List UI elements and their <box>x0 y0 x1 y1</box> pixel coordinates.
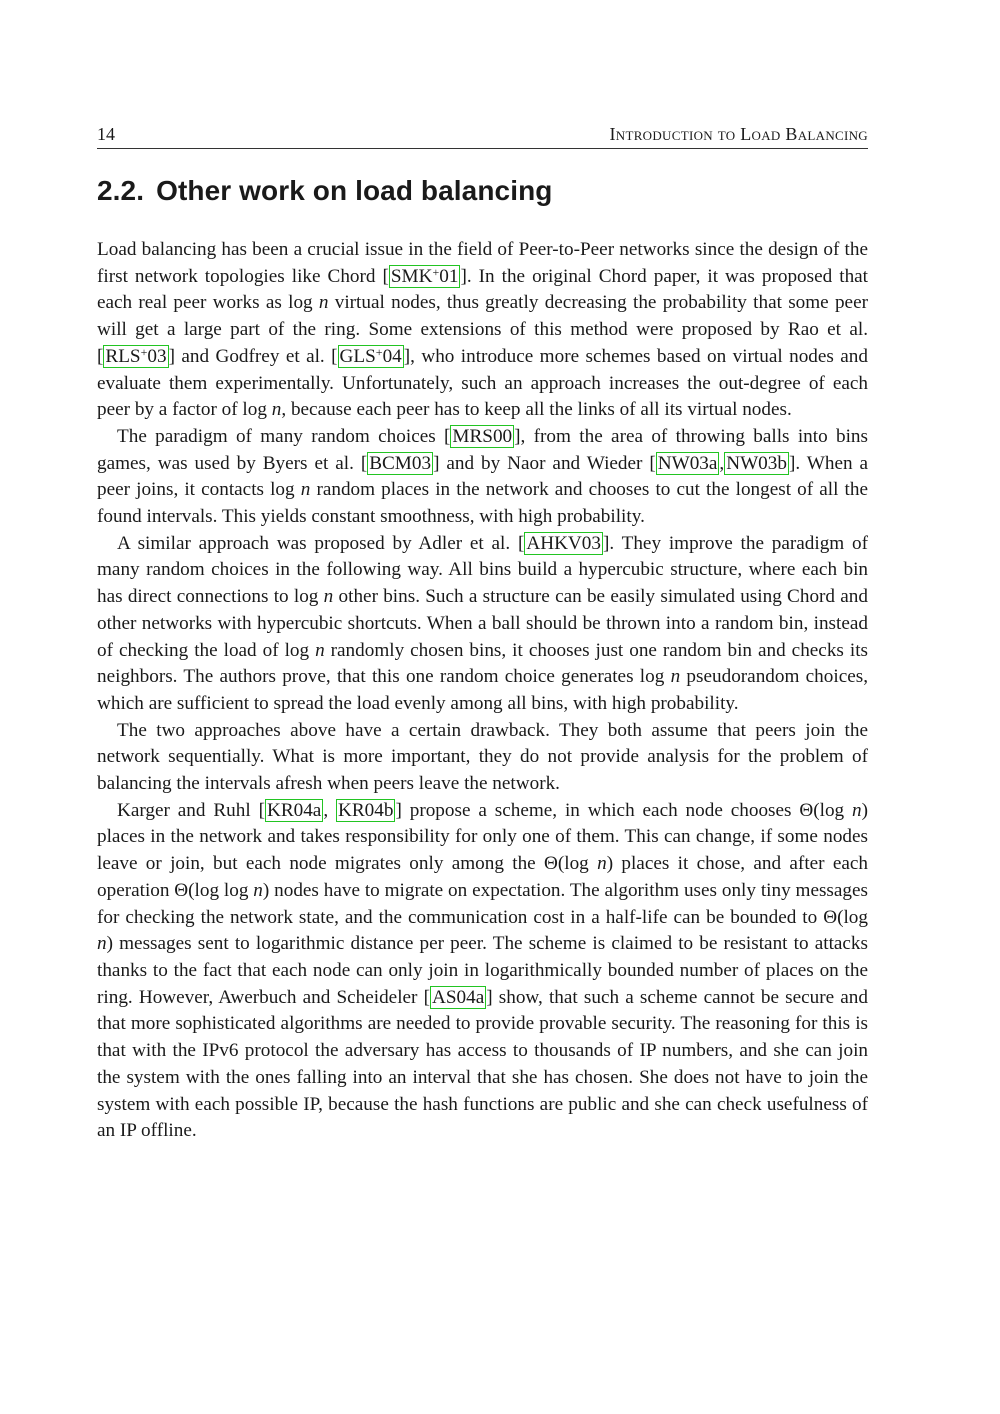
text-run: and Godfrey et al. <box>174 345 332 367</box>
text-run: propose a scheme, in which each node chooses Θ(log <box>401 799 853 821</box>
text-run: randomly chosen bins, it chooses just one random bin and checks its neighbors. The authors prove, that this one random choice generates log <box>97 639 868 688</box>
citation-kr04a[interactable]: KR04a <box>266 799 322 821</box>
citation-mrs00[interactable]: MRS00 <box>452 425 513 447</box>
citation-bcm03[interactable]: BCM03 <box>369 452 432 474</box>
citation-separator: , <box>323 799 337 821</box>
text-run: ) places in the network and takes responsibility for only one of them. This can change, if some nodes leave or join, but each node migrates only among the Θ(log <box>97 799 868 875</box>
math-var-n: n <box>271 399 282 421</box>
section-heading <box>97 175 868 207</box>
math-var-n: n <box>315 639 325 661</box>
running-header <box>97 124 868 149</box>
citation-text: SMK <box>390 265 433 287</box>
text-run: The two approaches above have a certain drawback. They both assume that peers join the network sequentially. What is more important, they do not provide analysis for the problem of balancing the intervals afresh when peers leave the network. <box>97 719 868 795</box>
math-var-n: n <box>852 799 862 821</box>
citation-rls03[interactable] <box>103 345 168 368</box>
text-run: virtual nodes, thus greatly decreasing the probability that some peer will get a large part of the ring. Some extensions of this method were proposed by Rao et al. <box>97 292 868 341</box>
paragraph-2: The paradigm of many random choices [ MRS00 ], from the area of throwing balls into bins games, was used by Byers et al. [ BCM03 ] and by Naor and Wieder [ NW03a , NW03b ]. When a peer joins, it contacts log n random places in the network and chooses to cut the longest of all the found intervals. This yields constant smoothness, with high probability. <box>97 425 869 528</box>
citation-year: 04 <box>382 345 402 367</box>
citation-smk01[interactable] <box>389 265 461 288</box>
citation-separator: , <box>719 452 725 474</box>
citation-nw03a[interactable]: NW03a <box>657 452 718 474</box>
text-run: , who introduce more schemes based on virtual nodes and evaluate them experimentally. Unfortunately, such an approach increases the out-degree of each peer by a factor of log <box>97 345 868 421</box>
text-run: , because each peer has to keep all the links of all its virtual nodes. <box>281 399 792 421</box>
text-run: pseudorandom choices, which are sufficient to spread the load evenly among all bins, with high probability. <box>97 666 868 714</box>
math-var-n: n <box>300 479 311 501</box>
citation-year: 01 <box>439 265 459 287</box>
running-title: Introduction to Load Balancing <box>609 124 868 144</box>
text-run: . They improve the paradigm of many random choices in the following way. All bins build a hypercubic structure, where each bin has direct connections to log <box>97 532 869 608</box>
text-run: A similar approach was proposed by Adler et al. <box>117 532 518 554</box>
text-run: Load balancing has been a crucial issue in the field of Peer-to-Peer networks since the design of the first network topologies like Chord <box>97 239 868 287</box>
text-run: show, that such a scheme cannot be secure and that more sophisticated algorithms are needed to provide provable security. The reasoning for this is that with the IPv6 protocol the adversary has access to thousands of IP numbers, and she can join the system with the ones falling into an interval that she has chosen. She does not have to join the system with each possible IP, because the hash functions are public and she can check usefulness of an IP offline. <box>97 986 868 1142</box>
text-run: The paradigm of many random choices <box>117 425 445 447</box>
text-run: ) nodes have to migrate on expectation. The algorithm uses only tiny messages for checking the network state, and the communication cost in a half-life can be bounded to Θ(log <box>97 879 868 928</box>
math-var-n: n <box>97 933 107 955</box>
text-run: Karger and Ruhl <box>117 799 259 821</box>
citation-kr04b[interactable]: KR04b <box>338 799 394 821</box>
text-run: . When a peer joins, it contacts log <box>97 452 869 501</box>
section-number: 2.2. <box>97 175 145 206</box>
page <box>97 124 868 1145</box>
text-run: ) places it chose, and after each operation Θ(log log <box>97 853 869 901</box>
citation-nw03b[interactable]: NW03b <box>726 452 787 474</box>
math-var-n: n <box>597 853 607 875</box>
citation-as04a[interactable]: AS04a <box>431 986 485 1008</box>
text-run: other bins. Such a structure can be easily simulated using Chord and other networks with hypercubic shortcuts. When a ball should be thrown into a random bin, instead of checking the load of log <box>97 586 868 661</box>
citation-sup: + <box>432 264 440 279</box>
paragraph-5: Karger and Ruhl [ KR04a , KR04b ] propose a scheme, in which each node chooses Θ(log n) places in the network and takes responsibility for only one of them. This can change, if some nodes leave or join, but each node migrates only among the Θ(log n) places it chose, and after each operation Θ(log log n) nodes have to migrate on expectation. The algorithm uses only tiny messages for checking the network state, and the communication cost in a half-life can be bounded to Θ(log n) messages sent to logarithmic distance per peer. The scheme is claimed to be resistant to attacks thanks to the fact that each node can only join in logarithmically bounded number of places on the ring. However, Awerbuch and Scheideler [ AS04a ] show, that such a scheme cannot be secure and that more sophisticated algorithms are needed to provide provable security. The reasoning for this is that with the IPv6 protocol the adversary has access to thousands of IP numbers, and she can join the system with the ones falling into an interval that she has chosen. She does not have to join the system with each possible IP, because the hash functions are public and she can check usefulness of an IP offline. <box>97 799 869 1142</box>
paragraph-1: Load balancing has been a crucial issue in the field of Peer-to-Peer networks since the design of the first network topologies like Chord [ SMK+01 ]. In the original Chord paper, it was proposed that each real peer works as log n virtual nodes, thus greatly decreasing the probability that some peer will get a large part of the ring. Some extensions of this method were proposed by Rao et al. [ RLS+03 ] and Godfrey et al. [ GLS+04 ], who introduce more schemes based on virtual nodes and evaluate them experimentally. Unfortunately, such an approach increases the out-degree of each peer by a factor of log n, because each peer has to keep all the links of all its virtual nodes. <box>97 239 869 421</box>
math-var-n: n <box>323 586 334 608</box>
citation-gls04[interactable] <box>338 345 404 368</box>
text-run: ) messages sent to logarithmic distance per peer. The scheme is claimed to be resistant to attacks thanks to the fact that each node can only join in logarithmically bounded number of places on the ring. However, Awerbuch and Scheideler <box>97 933 868 1008</box>
text-run: random places in the network and chooses to cut the longest of all the found intervals. This yields constant smoothness, with high probability. <box>97 479 868 528</box>
text-run: and by Naor and Wieder <box>439 452 650 474</box>
citation-sup: + <box>375 344 383 359</box>
citation-ahkv03[interactable]: AHKV03 <box>526 532 601 554</box>
citation-sup: + <box>140 344 148 359</box>
text-run: , from the area of throwing balls into bins games, was used by Byers et al. <box>97 425 868 474</box>
citation-text: GLS <box>339 345 376 367</box>
text-run: . In the original Chord paper, it was proposed that each real peer works as log <box>97 265 869 314</box>
math-var-n: n <box>253 879 263 901</box>
math-var-n: n <box>670 666 681 688</box>
page-number: 14 <box>97 124 115 144</box>
section-title: Other work on load balancing <box>156 175 553 206</box>
math-var-n: n <box>318 292 329 314</box>
citation-text: RLS <box>105 345 141 367</box>
citation-year: 03 <box>147 345 167 367</box>
paragraph-4 <box>97 718 868 798</box>
paragraph-3: A similar approach was proposed by Adler et al. [ AHKV03 ]. They improve the paradigm of many random choices in the following way. All bins build a hypercubic structure, where each bin has direct connections to log n other bins. Such a structure can be easily simulated using Chord and other networks with hypercubic shortcuts. When a ball should be thrown into a random bin, instead of checking the load of log n randomly chosen bins, it chooses just one random bin and checks its neighbors. The authors prove, that this one random choice generates log n pseudorandom choices, which are sufficient to spread the load evenly among all bins, with high probability. <box>97 532 869 714</box>
section-body <box>97 237 868 1145</box>
